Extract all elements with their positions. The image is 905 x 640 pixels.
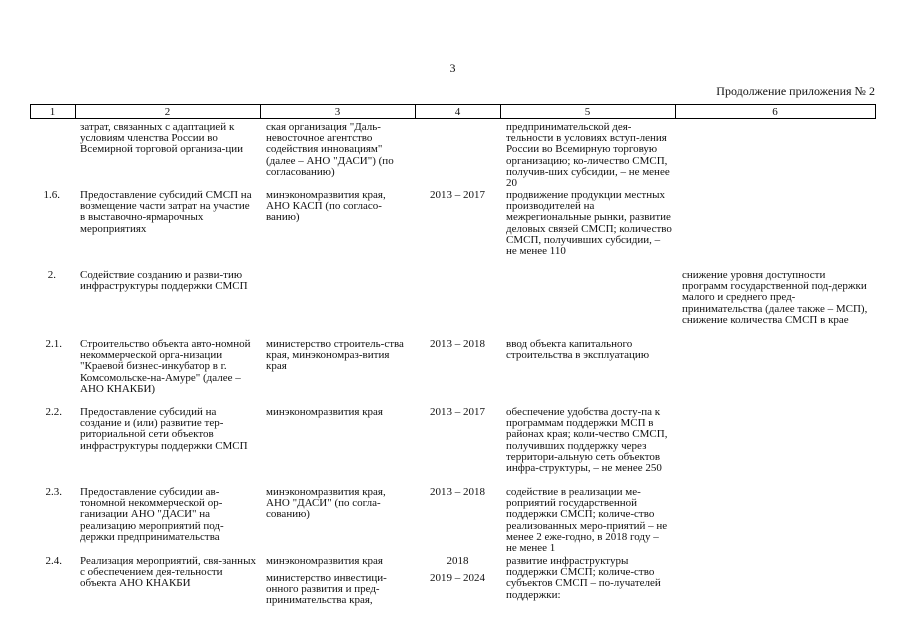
- header-col-5: 5: [500, 104, 675, 119]
- executor-cell: минэкономразвития края, АНО "ДАСИ" (по согла-сованию): [266, 486, 386, 521]
- period-cell: 2013 – 2017: [430, 189, 485, 201]
- period-cell: 2013 – 2017: [430, 406, 485, 418]
- result-cell: развитие инфраструктуры поддержки СМСП; количе-ство субъектов СМСП – по-лучателей поддержки:: [506, 555, 661, 601]
- executor-cell: минэкономразвития края, АНО КАСП (по согласо-ванию): [266, 189, 386, 224]
- header-col-6: 6: [675, 104, 875, 119]
- activity-cell: Содействие созданию и разви-тию инфраструктуры поддержки СМСП: [80, 269, 248, 293]
- header-divider: [500, 104, 501, 119]
- header-divider: [30, 104, 31, 119]
- header-col-1: 1: [30, 104, 75, 119]
- row-number: 2.3.: [45, 486, 62, 498]
- activity-cell: Предоставление субсидий СМСП на возмещение части затрат на участие в выставочно-ярмарочных мероприятиях: [80, 189, 252, 235]
- activity-cell: Реализация мероприятий, свя-занных с обеспечением дея-тельности объекта АНО КНАКБИ: [80, 555, 256, 590]
- activity-cell: Строительство объекта авто-номной некоммерческой орга-низации "Краевой бизнес-инкубатор в г. Комсомольске-на-Амуре" (далее – АНО КНАКБИ): [80, 338, 251, 395]
- executor-cell-secondary: министерство инвестици-онного развития и пред-принимательства края,: [266, 572, 387, 607]
- executor-cell: министерство строитель-ства края, минэкономраз-вития края: [266, 338, 404, 373]
- executor-cell: минэкономразвития края: [266, 555, 383, 567]
- row-number: 2.1.: [45, 338, 62, 350]
- row-number: 1.6.: [43, 189, 60, 201]
- page-number: 3: [449, 61, 456, 75]
- row-number: 2.4.: [45, 555, 62, 567]
- row-number: 2.2.: [45, 406, 62, 418]
- period-cell-secondary: 2019 – 2024: [430, 572, 485, 584]
- header-col-4: 4: [415, 104, 500, 119]
- result-cell: продвижение продукции местных производителей на межрегиональные рынки, развитие деловых связей СМСП; количество СМСП, получивших субсидии, – не менее 110: [506, 189, 672, 258]
- row-number: 2.: [47, 269, 56, 281]
- header-divider: [260, 104, 261, 119]
- period-cell: 2018: [446, 555, 469, 567]
- continuation-label: Продолжение приложения № 2: [716, 84, 875, 98]
- result-cell: содействие в реализации ме-роприятий государственной поддержки СМСП; количе-ство реализованных меро-приятий – не менее 2 еже-годно, в 2018 году – не менее 1: [506, 486, 668, 555]
- header-divider: [675, 104, 676, 119]
- period-cell: 2013 – 2018: [430, 338, 485, 350]
- result-cell: ввод объекта капитального строительства в эксплуатацию: [506, 338, 650, 362]
- period-cell: 2013 – 2018: [430, 486, 485, 498]
- executor-cell: ская организация "Даль-невосточное агентство содействия инновациям" (далее – АНО "ДАСИ") (по согласованию): [266, 121, 394, 178]
- result-cell: предпринимательской дея-тельности в условиях вступ-ления России во Всемирную торговую организацию; ко-личество СМСП, получив-ших субсидии, – не менее 20: [506, 121, 670, 190]
- effect-cell: снижение уровня доступности программ государственной под-держки малого и среднего пред-принимательства (далее также – МСП), снижение количества СМСП в крае: [682, 269, 868, 326]
- header-divider: [875, 104, 876, 119]
- header-divider: [75, 104, 76, 119]
- activity-cell: затрат, связанных с адаптацией к условиям членства России во Всемирной торговой организа-ции: [80, 121, 243, 156]
- activity-cell: Предоставление субсидий на создание и (или) развитие тер-риториальной сети объектов инфраструктуры поддержки СМСП: [80, 406, 248, 452]
- activity-cell: Предоставление субсидии ав-тономной некоммерческой ор-ганизации АНО "ДАСИ" на реализацию мероприятий под-держки предпринимательства: [80, 486, 224, 543]
- header-divider: [415, 104, 416, 119]
- executor-cell: минэкономразвития края: [266, 406, 383, 418]
- header-col-3: 3: [260, 104, 415, 119]
- header-col-2: 2: [75, 104, 260, 119]
- result-cell: обеспечение удобства досту-па к программам поддержки МСП в районах края; коли-чество СМСП, получивших поддержку через территори-альную сеть объектов инфра-структуры, – не менее 250: [506, 406, 668, 475]
